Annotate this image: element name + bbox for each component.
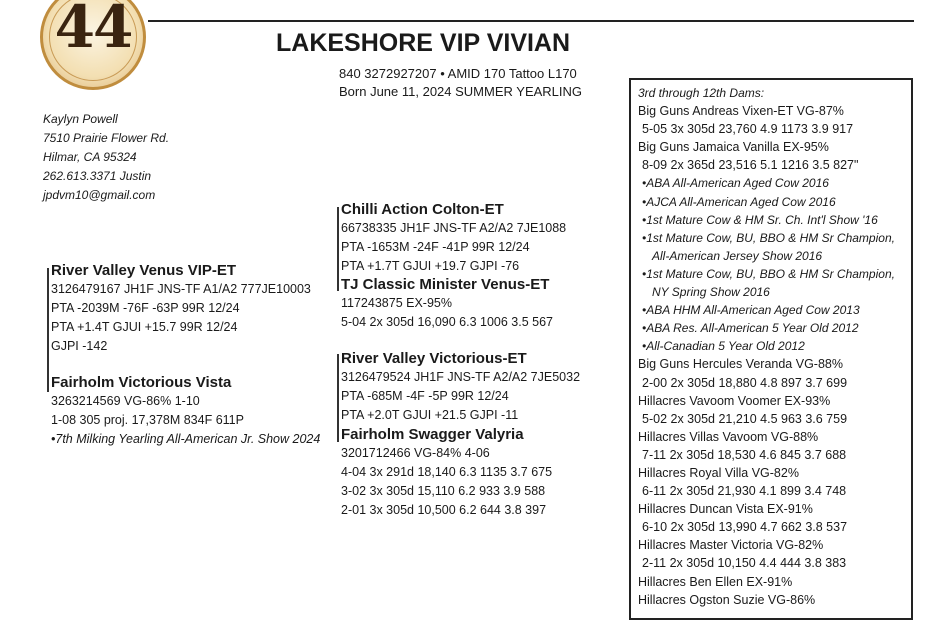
dam-entry-record: 2-11 2x 305d 10,150 4.4 444 3.8 383	[642, 556, 847, 571]
dam-dam-line: 2-01 3x 305d 10,500 6.2 644 3.8 397	[341, 503, 547, 517]
dam-sire-block	[341, 350, 580, 425]
animal-name: LAKESHORE VIP VIVIAN	[276, 29, 571, 57]
dam-award: •ABA All-American Aged Cow 2016	[642, 176, 829, 191]
dam-entry-name: Hillacres Ogston Suzie VG-86%	[638, 592, 816, 607]
sire-sire-name: Chilli Action Colton-ET	[341, 201, 504, 218]
sire-sire-line: PTA -1653M -24F -41P 99R 12/24	[341, 240, 530, 254]
sire-sire-block	[341, 201, 566, 276]
dam-line: 1-08 305 proj. 17,378M 834F 611P	[51, 413, 244, 427]
dam-entry-name: Big Guns Andreas Vixen-ET VG-87%	[638, 104, 844, 119]
dam-line: 3263214569 VG-86% 1-10	[51, 394, 200, 408]
sire-sire-line: PTA +1.7T GJUI +19.7 GJPI -76	[341, 259, 520, 273]
dam-entry-record: 6-11 2x 305d 21,930 4.1 899 3.4 748	[642, 484, 847, 499]
sire-dam-name: TJ Classic Minister Venus-ET	[341, 276, 550, 293]
dam-entry-name: Hillacres Ben Ellen EX-91%	[638, 574, 793, 589]
dam-dam-line: 3201712466 VG-84% 4-06	[341, 446, 490, 460]
sire-line: PTA +1.4T GJUI +15.7 99R 12/24	[51, 320, 238, 334]
dam-award: •ABA HHM All-American Aged Cow 2013	[642, 303, 860, 318]
dam-block	[51, 374, 320, 449]
dam-sire-name: River Valley Victorious-ET	[341, 350, 527, 367]
dam-entry-name: Hillacres Villas Vavoom VG-88%	[638, 429, 819, 444]
dam-sire-line: PTA -685M -4F -5P 99R 12/24	[341, 389, 509, 403]
dam-entry-record: 5-02 2x 305d 21,210 4.5 963 3.6 759	[642, 411, 848, 426]
dam-award: •1st Mature Cow & HM Sr. Ch. Int'l Show '16	[642, 212, 878, 227]
sire-dam-line: 117243875 EX-95%	[341, 296, 452, 310]
pedigree-bracket-sire	[337, 207, 339, 291]
dam-entry-record: 6-10 2x 305d 13,990 4.7 662 3.8 537	[642, 520, 848, 535]
dam-award: •ABA Res. All-American 5 Year Old 2012	[642, 321, 859, 336]
pedigree-bracket-dam	[337, 354, 339, 442]
dam-sire-line: PTA +2.0T GJUI +21.5 GJPI -11	[341, 408, 519, 422]
dam-sire-line: 3126479524 JH1F JNS-TF A2/A2 7JE5032	[341, 370, 581, 384]
dams-heading: 3rd through 12th Dams:	[638, 86, 765, 100]
owner-address: 7510 Prairie Flower Rd.	[43, 131, 170, 145]
lot-number: 44	[54, 0, 132, 61]
dam-dam-line: 4-04 3x 291d 18,140 6.3 1135 3.7 675	[341, 465, 553, 479]
animal-ids: 840 3272927207 • AMID 170 Tattoo L170	[339, 66, 577, 81]
lot-number-badge	[40, 0, 146, 90]
sire-name: River Valley Venus VIP-ET	[51, 262, 237, 279]
owner-city: Hilmar, CA 95324	[43, 150, 137, 164]
sire-line: PTA -2039M -76F -63P 99R 12/24	[51, 301, 240, 315]
birth-date: Born June 11, 2024 SUMMER YEARLING	[339, 84, 583, 99]
dam-entry-name: Hillacres Duncan Vista EX-91%	[638, 502, 813, 517]
dam-award: NY Spring Show 2016	[652, 285, 770, 300]
dam-dam-line: 3-02 3x 305d 15,110 6.2 933 3.9 588	[341, 484, 546, 498]
dam-award: •1st Mature Cow, BU, BBO & HM Sr Champion,	[642, 230, 895, 245]
dam-dam-name: Fairholm Swagger Valyria	[341, 426, 524, 443]
dam-award: •1st Mature Cow, BU, BBO & HM Sr Champion,	[642, 266, 895, 281]
dam-entry-name: Hillacres Royal Villa VG-82%	[638, 465, 799, 480]
sire-line: GJPI -142	[51, 339, 108, 353]
owner-phone: 262.613.3371 Justin	[43, 169, 152, 183]
dam-award: •All-Canadian 5 Year Old 2012	[642, 339, 805, 354]
owner-email: jpdvm10@gmail.com	[43, 188, 156, 202]
dam-award: •7th Milking Yearling All-American Jr. Show 2024	[51, 432, 321, 446]
dam-entry-name: Hillacres Master Victoria VG-82%	[638, 538, 824, 553]
sire-line: 3126479167 JH1F JNS-TF A1/A2 777JE10003	[51, 282, 311, 296]
dam-entry-name: Hillacres Vavoom Voomer EX-93%	[638, 393, 831, 408]
dam-entry-record: 8-09 2x 365d 23,516 5.1 1216 3.5 827"	[642, 158, 859, 173]
header-rule	[148, 20, 914, 22]
owner-name: Kaylyn Powell	[43, 112, 118, 126]
sire-sire-line: 66738335 JH1F JNS-TF A2/A2 7JE1088	[341, 221, 567, 235]
dam-entry-record: 7-11 2x 305d 18,530 4.6 845 3.7 688	[642, 447, 847, 462]
dam-entry-record: 2-00 2x 305d 18,880 4.8 897 3.7 699	[642, 375, 848, 390]
dam-award: All-American Jersey Show 2016	[652, 248, 823, 263]
dam-name: Fairholm Victorious Vista	[51, 374, 232, 391]
pedigree-bracket-left	[47, 268, 49, 392]
dam-entry-name: Big Guns Jamaica Vanilla EX-95%	[638, 140, 829, 155]
dam-dam-block	[341, 426, 552, 520]
dam-entry-name: Big Guns Hercules Veranda VG-88%	[638, 357, 843, 372]
sire-dam-line: 5-04 2x 305d 16,090 6.3 1006 3.5 567	[341, 315, 553, 329]
sire-dam-block	[341, 276, 553, 332]
owner-info	[43, 110, 169, 205]
sire-block	[51, 262, 311, 356]
dam-award: •AJCA All-American Aged Cow 2016	[642, 194, 836, 209]
extended-dams-list	[638, 84, 895, 609]
dam-entry-record: 5-05 3x 305d 23,760 4.9 1173 3.9 917	[642, 122, 854, 137]
